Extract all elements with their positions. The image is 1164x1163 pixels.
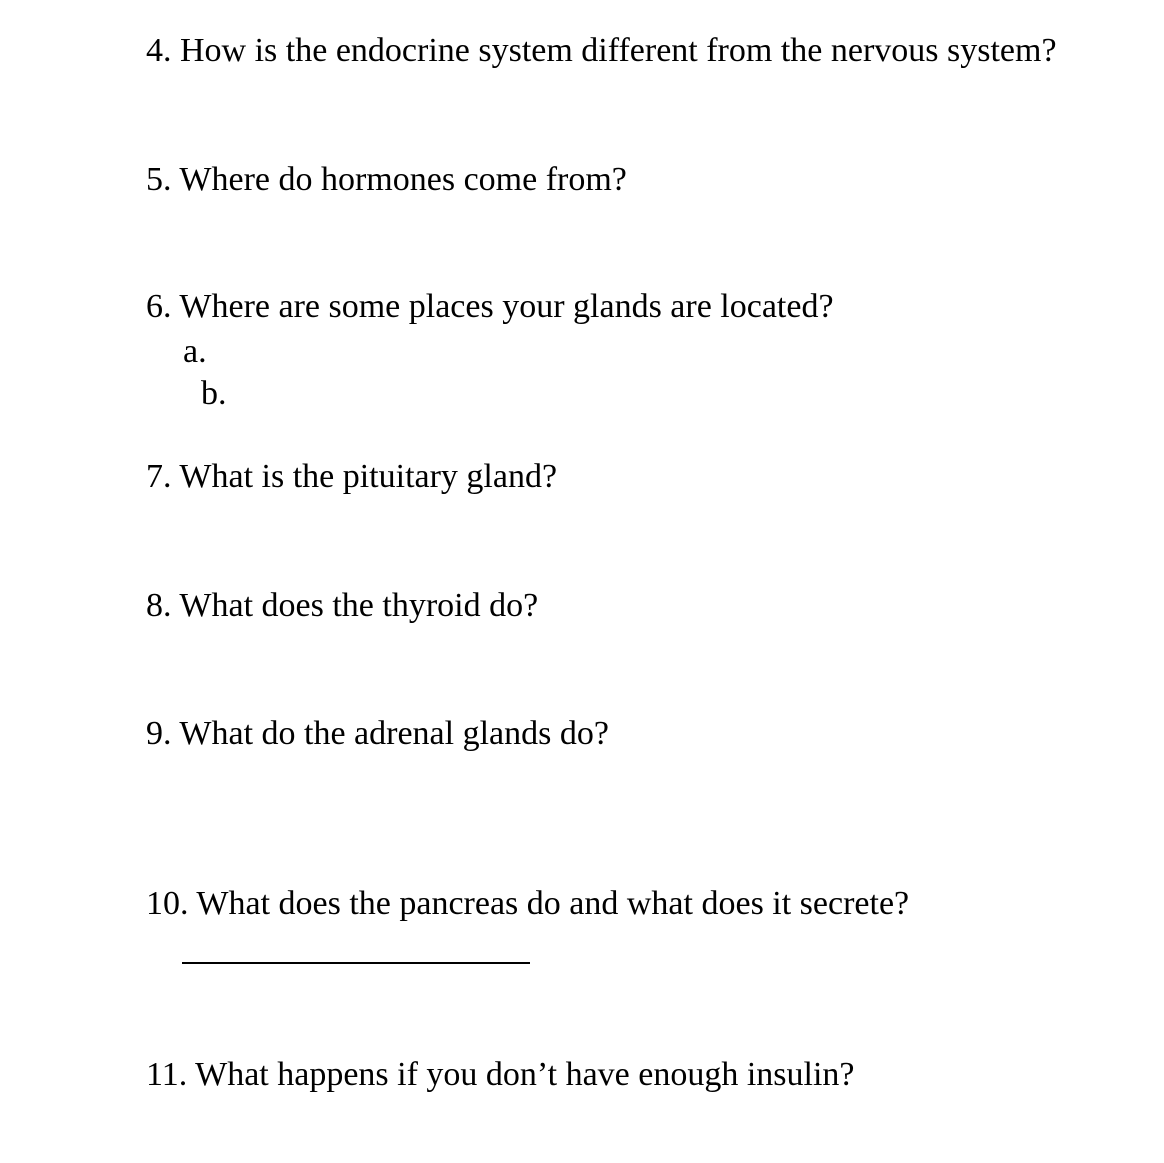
question-9: 9. What do the adrenal glands do?: [146, 715, 609, 752]
question-10: 10. What does the pancreas do and what does it secrete?: [146, 885, 910, 922]
question-6-item-a: a.: [183, 333, 207, 370]
question-4: 4. How is the endocrine system different from the nervous system?: [146, 32, 1057, 69]
question-6-item-b: b.: [201, 375, 227, 412]
question-11: 11. What happens if you don’t have enough insulin?: [146, 1056, 855, 1093]
question-6: 6. Where are some places your glands are located?: [146, 288, 834, 325]
question-8: 8. What does the thyroid do?: [146, 587, 539, 624]
answer-blank-line: [182, 962, 530, 964]
question-7: 7. What is the pituitary gland?: [146, 458, 558, 495]
question-5: 5. Where do hormones come from?: [146, 161, 627, 198]
